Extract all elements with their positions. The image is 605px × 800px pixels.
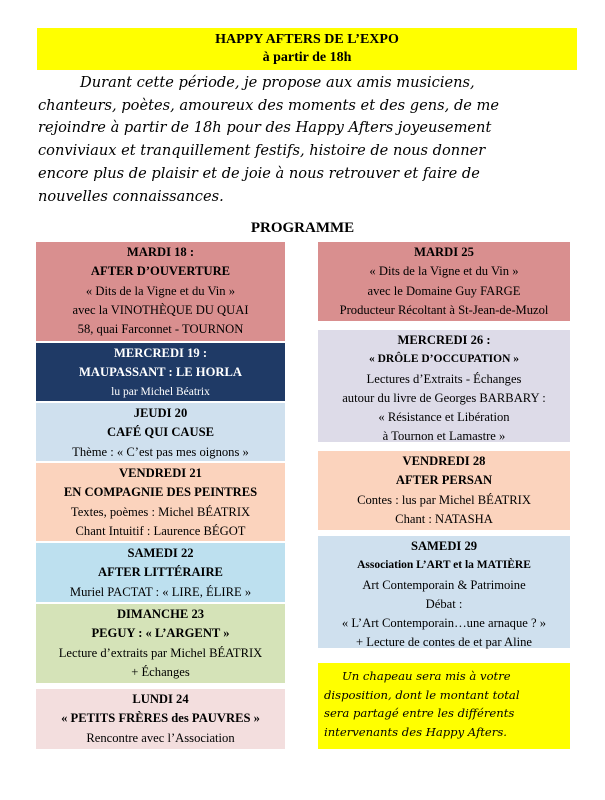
event-box-mercredi-26 [318, 330, 570, 442]
event-day: MERCREDI 26 : [397, 333, 491, 347]
event-line: « L’Art Contemporain…une arnaque ? » [341, 616, 547, 631]
event-day: LUNDI 24 [132, 692, 189, 706]
event-title: Association L’ART et la MATIÈRE [357, 559, 531, 572]
event-line: avec la VINOTHÈQUE DU QUAI [72, 302, 249, 317]
event-day: VENDREDI 21 [119, 466, 202, 480]
event-box-vendredi-21 [36, 463, 285, 541]
note-line: sera partagé entre les différents [324, 706, 515, 720]
event-box-jeudi-20 [36, 403, 285, 461]
note-line: disposition, dont le montant total [324, 687, 520, 702]
event-day: VENDREDI 28 [402, 454, 486, 468]
event-line: Producteur Récoltant à St-Jean-de-Muzol [339, 302, 549, 317]
event-day: SAMEDI 29 [410, 539, 478, 553]
event-box-lundi-24 [36, 689, 285, 749]
event-box-vendredi-28 [318, 451, 570, 530]
event-title: CAFÉ QUI CAUSE [106, 425, 215, 440]
event-title: « DRÔLE D’OCCUPATION » [368, 353, 520, 366]
event-line: Art Contemporain & Patrimoine [362, 577, 526, 592]
event-box-samedi-29 [318, 536, 570, 648]
note-line: intervenants des Happy Afters. [324, 724, 507, 739]
event-line: Lectures d’Extraits - Échanges [366, 371, 522, 386]
intro-line: nouvelles connaissances. [38, 187, 224, 205]
event-line: « Résistance et Libération [378, 410, 510, 425]
event-day: SAMEDI 22 [127, 546, 194, 560]
event-title: MAUPASSANT : LE HORLA [79, 365, 242, 380]
event-title: PEGUY : « L’ARGENT » [91, 626, 230, 641]
event-line: + Échanges [131, 664, 190, 679]
event-box-dimanche-23 [36, 604, 285, 683]
header-banner [37, 28, 577, 70]
event-title: AFTER PERSAN [395, 473, 493, 488]
event-line: Muriel PACTAT : « LIRE, ÉLIRE » [69, 584, 252, 599]
intro-line: encore plus de plaisir et de joie à nous retrouver et faire de [38, 164, 480, 182]
event-line: « Dits de la Vigne et du Vin » [369, 264, 519, 279]
event-line: Chant Intuitif : Laurence BÉGOT [75, 523, 246, 538]
event-line: Textes, poèmes : Michel BÉATRIX [70, 504, 251, 519]
intro-line: conviviaux et tranquillement festifs, histoire de nous donner [38, 142, 486, 160]
event-title: EN COMPAGNIE DES PEINTRES [63, 485, 258, 500]
event-line: Contes : lus par Michel BÉATRIX [357, 492, 531, 507]
intro-line: Durant cette période, je propose aux amis musiciens, [80, 74, 475, 91]
event-line: avec le Domaine Guy FARGE [367, 283, 521, 298]
event-line: autour du livre de Georges BARBARY : [342, 390, 546, 405]
event-line: lu par Michel Béatrix [111, 385, 210, 398]
event-line: « Dits de la Vigne et du Vin » [85, 283, 236, 298]
event-title: AFTER D’OUVERTURE [90, 264, 231, 279]
event-line: Débat : [425, 596, 463, 611]
event-box-mercredi-19 [36, 343, 285, 401]
event-day: DIMANCHE 23 [116, 607, 205, 621]
event-title: « PETITS FRÈRES des PAUVRES » [61, 711, 260, 726]
event-box-mardi-18 [36, 242, 285, 341]
event-day: MERCREDI 19 : [113, 346, 208, 360]
event-line: 58, quai Farconnet - TOURNON [77, 322, 244, 337]
header-subtitle: à partir de 18h [262, 50, 352, 65]
event-line: + Lecture de contes de et par Aline [356, 635, 532, 650]
event-line: à Tournon et Lamastre » [382, 429, 506, 444]
event-line: Chant : NATASHA [395, 511, 493, 526]
header-title: HAPPY AFTERS DE L’EXPO [215, 32, 399, 47]
note-line: Un chapeau sera mis à votre [342, 669, 511, 683]
programme-title: PROGRAMME [250, 220, 355, 236]
intro-line: chanteurs, poètes, amoureux des moments et des gens, de me [38, 96, 500, 114]
event-title: AFTER LITTÉRAIRE [98, 565, 223, 580]
event-day: MARDI 25 [414, 245, 474, 259]
event-line: Rencontre avec l’Association [86, 730, 235, 745]
event-line: Thème : « C’est pas mes oignons » [72, 444, 249, 459]
intro-line: rejoindre à partir de 18h pour des Happy Afters joyeusement [38, 119, 492, 137]
event-box-mardi-25 [318, 242, 570, 321]
event-line: Lecture d’extraits par Michel BÉATRIX [58, 645, 263, 660]
hat-note [318, 663, 570, 749]
intro-paragraph [38, 72, 576, 208]
event-day: MARDI 18 : [126, 245, 195, 259]
event-box-samedi-22 [36, 543, 285, 602]
event-day: JEUDI 20 [133, 406, 188, 420]
